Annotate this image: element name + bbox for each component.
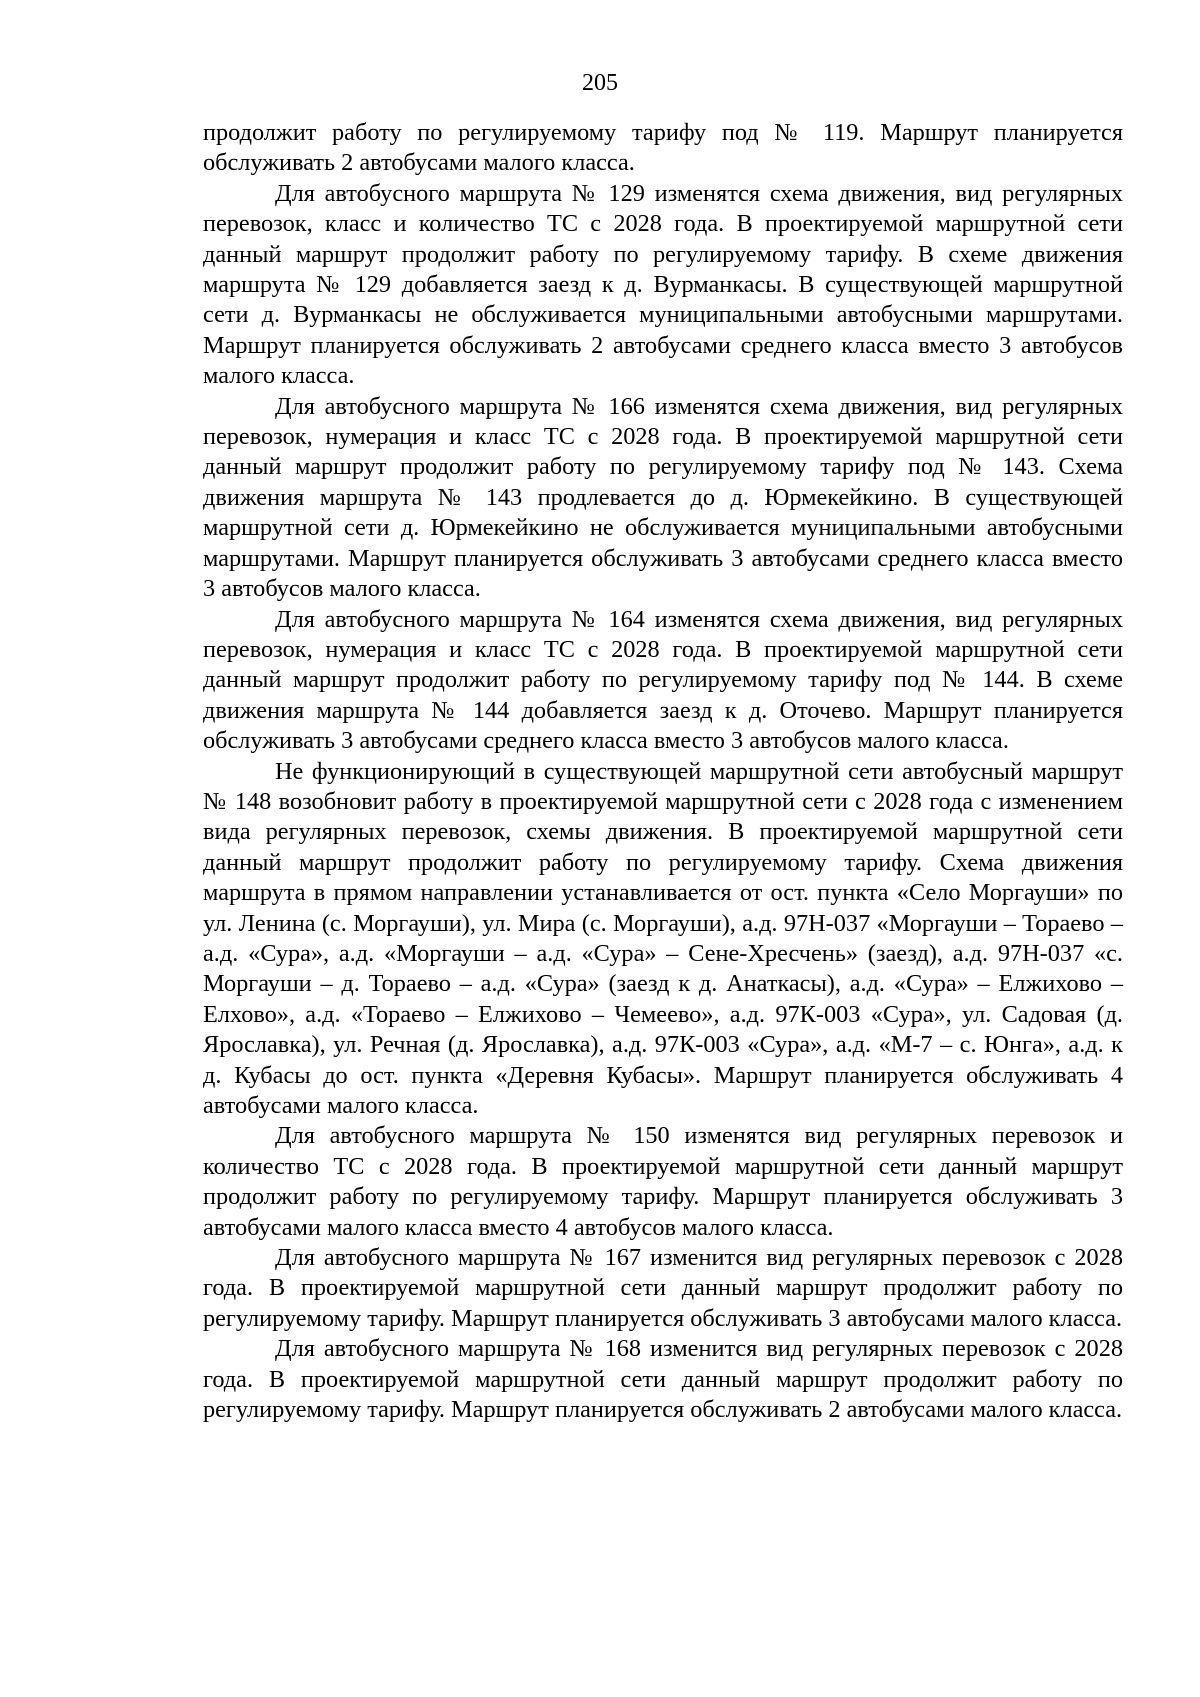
paragraph-route-129: Для автобусного маршрута № 129 изменятся схема движения, вид регулярных перевозок, класс и количество ТС с 2028 года. В проектируемой маршрутной сети данный маршрут продолжит работу по регулируемому тарифу. В схеме движения маршрута № 129 добавляется заезд к д. Вурманкасы. В существующей маршрутной сети д. Вурманкасы не обслуживается муниципальными автобусными маршрутами. Маршрут планируется обслуживать 2 автобусами среднего класса вместо 3 автобусов малого класса.: [203, 179, 1123, 390]
paragraph-route-150: Для автобусного маршрута № 150 изменятся вид регулярных перевозок и количество ТС с 2028 года. В проектируемой маршрутной сети данный маршрут продолжит работу по регулируемому тарифу. Маршрут планируется обслуживать 3 автобусами малого класса вместо 4 автобусов малого класса.: [203, 1122, 1123, 1241]
paragraph-route-168: Для автобусного маршрута № 168 изменится вид регулярных перевозок с 2028 года. В проектируемой маршрутной сети данный маршрут продолжит работу по регулируемому тарифу. Маршрут планируется обслуживать 2 автобусами малого класса.: [203, 1335, 1123, 1424]
paragraph-route-148: Не функционирующий в существующей маршрутной сети автобусный маршрут № 148 возобновит работу в проектируемой маршрутной сети с 2028 года с изменением вида регулярных перевозок, схемы движения. В проектируемой маршрутной сети данный маршрут продолжит работу по регулируемому тарифу. Схема движения маршрута в прямом направлении устанавливается от ост. пункта «Село Моргауши» по ул. Ленина (с. Моргауши), ул. Мира (с. Моргауши), а.д. 97Н-037 «Моргауши – Тораево – а.д. «Сура», а.д. «Моргауши – а.д. «Сура» – Сене-Хресчень» (заезд), а.д. 97Н-037 «с. Моргауши – д. Тораево – а.д. «Сура» (заезд к д. Анаткасы), а.д. «Сура» – Елжихово – Елхово», а.д. «Тораево – Елжихово – Чемеево», а.д. 97К-003 «Сура», ул. Садовая (д. Ярославка), ул. Речная (д. Ярославка), а.д. 97К-003 «Сура», а.д. «М-7 – с. Юнга», а.д. к д. Кубасы до ост. пункта «Деревня Кубасы». Маршрут планируется обслуживать 4 автобусами малого класса.: [203, 757, 1123, 1119]
paragraph-route-167: Для автобусного маршрута № 167 изменится вид регулярных перевозок с 2028 года. В проектируемой маршрутной сети данный маршрут продолжит работу по регулируемому тарифу. Маршрут планируется обслуживать 3 автобусами малого класса.: [203, 1244, 1123, 1332]
paragraph-route-119: продолжит работу по регулируемому тарифу под № 119. Маршрут планируется обслуживать 2 автобусами малого класса.: [203, 119, 1123, 177]
page-number: 205: [582, 70, 618, 96]
document-body: [203, 118, 1123, 1425]
paragraph-route-166: Для автобусного маршрута № 166 изменятся схема движения, вид регулярных перевозок, нумерация и класс ТС с 2028 года. В проектируемой маршрутной сети данный маршрут продолжит работу по регулируемому тарифу под № 143. Схема движения маршрута № 143 продлевается до д. Юрмекейкино. В существующей маршрутной сети д. Юрмекейкино не обслуживается муниципальными автобусными маршрутами. Маршрут планируется обслуживать 3 автобусами среднего класса вместо 3 автобусов малого класса.: [203, 392, 1123, 603]
paragraph-route-164: Для автобусного маршрута № 164 изменятся схема движения, вид регулярных перевозок, нумерация и класс ТС с 2028 года. В проектируемой маршрутной сети данный маршрут продолжит работу по регулируемому тарифу под № 144. В схеме движения маршрута № 144 добавляется заезд к д. Оточево. Маршрут планируется обслуживать 3 автобусами среднего класса вместо 3 автобусов малого класса.: [203, 605, 1123, 755]
